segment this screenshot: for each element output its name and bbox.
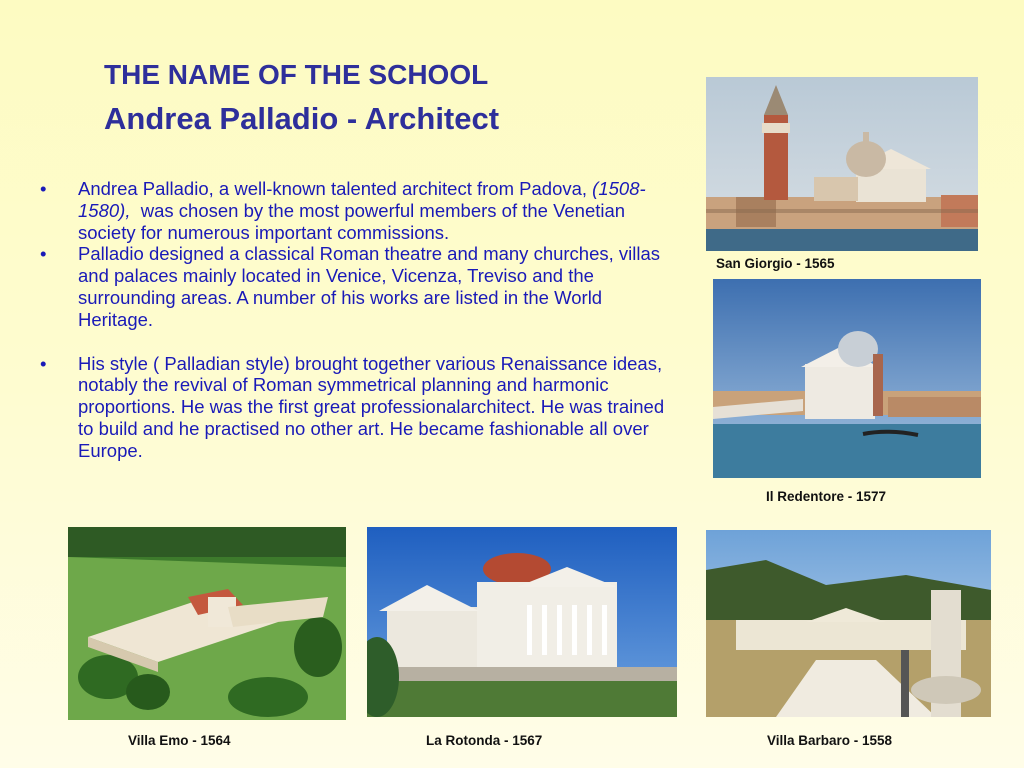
villa-barbaro-caption: Villa Barbaro - 1558 (767, 733, 893, 748)
san-giorgio-caption: San Giorgio - 1565 (716, 256, 835, 271)
villa-barbaro-photo (706, 530, 991, 717)
rotonda-caption: La Rotonda - 1567 (426, 733, 543, 748)
bullet-text: Andrea Palladio, a well-known talented architect from Padova, (78, 178, 593, 199)
villa-emo-photo (68, 527, 346, 720)
bullet-text: His style ( Palladian style) brought together various Renaissance ideas, notably the revival of Roman symmetrical planning and harmonic proportions. He was the first great professionalarchitect. He was trained to build and he practised no other art. He became fashionable all over Europe. (78, 352, 665, 461)
villa-emo-caption: Villa Emo - 1564 (128, 733, 231, 748)
redentore-caption: Il Redentore - 1577 (766, 489, 887, 504)
bullet-list (36, 178, 666, 462)
bullet-dates: (1508-1580), (78, 178, 646, 221)
bullet-item (36, 178, 666, 243)
rotonda-photo (367, 527, 677, 717)
bullet-marker: • (40, 352, 47, 374)
redentore-photo (713, 279, 981, 478)
slide-subtitle: Andrea Palladio - Architect (104, 101, 500, 136)
bullet-item (36, 353, 666, 462)
bullet-marker: • (40, 178, 47, 199)
bullet-item (36, 243, 666, 330)
bullet-text: was chosen by the most powerful members of the Venetian society for numerous important commissions. (78, 199, 631, 243)
slide-title: THE NAME OF THE SCHOOL (104, 59, 489, 90)
san-giorgio-photo (706, 77, 978, 251)
bullet-text: Palladio designed a classical Roman theatre and many churches, villas and palaces mainly located in Venice, Vicenza, Treviso and the surrounding areas. A number of his works are listed in the World Heritage. (78, 243, 661, 330)
bullet-marker: • (40, 243, 47, 265)
